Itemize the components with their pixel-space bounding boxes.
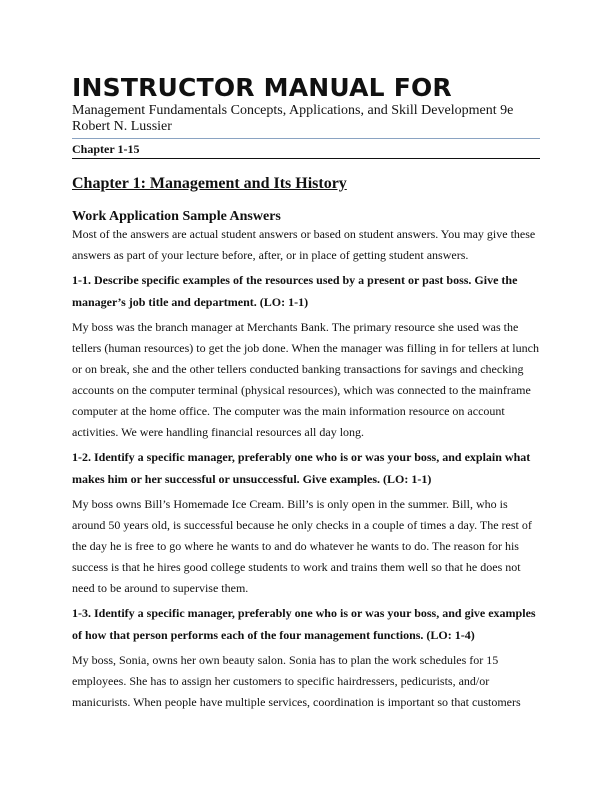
answer-1-1: My boss was the branch manager at Merchants Bank. The primary resource she used was the tellers (human resources) to get the job done. When the manager was filling in for tellers at lunch or on break, she and the other tellers conducted banking transactions for savings and checking accounts on the computer terminal (physical resources), which was connected to the mainframe computer at the home office. The computer was the main information resource on account activities. We were handling financial resources all day long.: [72, 320, 539, 439]
chapter-range-underline: [72, 158, 540, 159]
chapter-heading: Chapter 1: Management and Its History: [72, 175, 347, 192]
answer-1-3: My boss, Sonia, owns her own beauty salon. Sonia has to plan the work schedules for 15 employees. She has to assign her customers to specific hairdressers, pedicurists, and/or manicurists. When people have multiple services, coordination is important so that customers: [72, 653, 521, 709]
book-subtitle: Management Fundamentals Concepts, Applications, and Skill Development 9e: [72, 103, 514, 118]
question-1-1: 1-1. Describe specific examples of the resources used by a present or past boss. Give the manager’s job title and department. (LO: 1-1): [72, 273, 518, 309]
header-divider: [72, 138, 540, 139]
question-1-2: 1-2. Identify a specific manager, preferably one who is or was your boss, and explain what makes him or her successful or unsuccessful. Give examples. (LO: 1-1): [72, 450, 531, 486]
document-title: INSTRUCTOR MANUAL FOR: [72, 73, 452, 102]
question-1-3: 1-3. Identify a specific manager, preferably one who is or was your boss, and give examples of how that person performs each of the four management functions. (LO: 1-4): [72, 606, 536, 642]
chapter-range: Chapter 1-15: [72, 142, 140, 156]
section-intro: Most of the answers are actual student answers or based on student answers. You may give these answers as part of your lecture before, after, or in place of getting student answers.: [72, 227, 536, 262]
answer-1-2: My boss owns Bill’s Homemade Ice Cream. Bill’s is only open in the summer. Bill, who is around 50 years old, is successful because he only checks in a couple of times a day. The rest of the day he is free to go where he wants to and do whatever he wants to do. The reason for his success is that he hires good college students to work and trains them well so that he does not need to be around to supervise them.: [72, 497, 532, 595]
section-heading: Work Application Sample Answers: [72, 209, 281, 224]
author-name: Robert N. Lussier: [72, 119, 172, 134]
